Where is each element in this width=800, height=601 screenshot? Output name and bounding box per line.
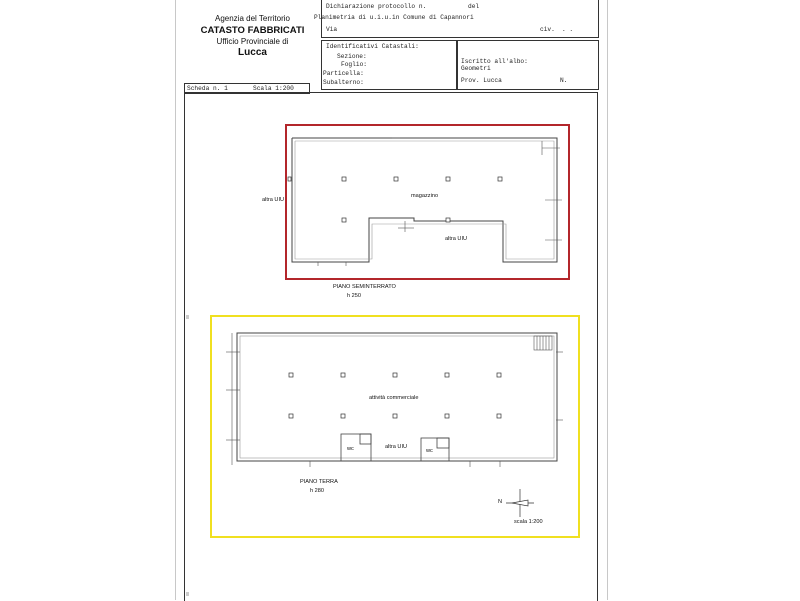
margin-marks <box>186 315 189 596</box>
basement-room-main: magazzino <box>411 193 439 199</box>
n-label: N. <box>560 77 568 84</box>
basement-height: h 250 <box>347 293 361 299</box>
basement-details <box>318 138 562 266</box>
scala-label: Scala 1:200 <box>253 85 294 92</box>
basement-floor-name: PIANO SEMINTERRATO <box>333 284 396 290</box>
ground-floor-name: PIANO TERRA <box>300 479 338 485</box>
ground-wc-right: wc <box>426 448 433 454</box>
north-scale: scala 1:200 <box>514 519 543 525</box>
basement-left-label: altra UIU <box>262 197 285 203</box>
civ-label: civ. <box>540 26 555 33</box>
del-label: del <box>468 3 480 10</box>
via-label: Via <box>326 26 338 33</box>
subalterno-label: Subalterno: <box>323 79 364 86</box>
basement-pillars <box>288 177 502 222</box>
prov-label: Prov. Lucca <box>461 77 502 84</box>
agency-name: Agenzia del Territorio <box>214 14 290 23</box>
office-name: Ufficio Provinciale di <box>216 37 289 46</box>
iscritto-label: Iscritto all'albo: <box>461 58 528 65</box>
ground-room-main: attività commerciale <box>369 395 419 401</box>
sezione-label: Sezione: <box>337 53 367 60</box>
planimetria-label: Planimetria di u.i.u.in Comune di Capannori <box>314 14 474 21</box>
basement-outline-inner <box>295 141 554 259</box>
geometri-label: Geometri <box>461 65 491 72</box>
ground-room-other: altra UIU <box>385 444 408 450</box>
catasto-title: CATASTO FABBRICATI <box>200 25 305 36</box>
identifiers-title: Identificativi Catastali: <box>326 43 419 50</box>
ground-height: h 280 <box>310 488 324 494</box>
civ-dots: . . <box>562 26 574 33</box>
basement-room-other: altra UIU <box>445 236 468 242</box>
protocollo-label: Dichiarazione protocollo n. <box>326 3 427 10</box>
foglio-label: Foglio: <box>341 61 367 68</box>
basement-outline <box>292 138 557 262</box>
north-arrow-icon <box>506 489 534 517</box>
basement-highlight-frame <box>286 125 569 279</box>
office-city: Lucca <box>238 47 267 58</box>
ground-wc-left: wc <box>347 446 354 452</box>
particella-label: Particella: <box>323 70 364 77</box>
scheda-label: Scheda n. 1 <box>187 85 228 92</box>
north-letter: N <box>498 499 503 505</box>
